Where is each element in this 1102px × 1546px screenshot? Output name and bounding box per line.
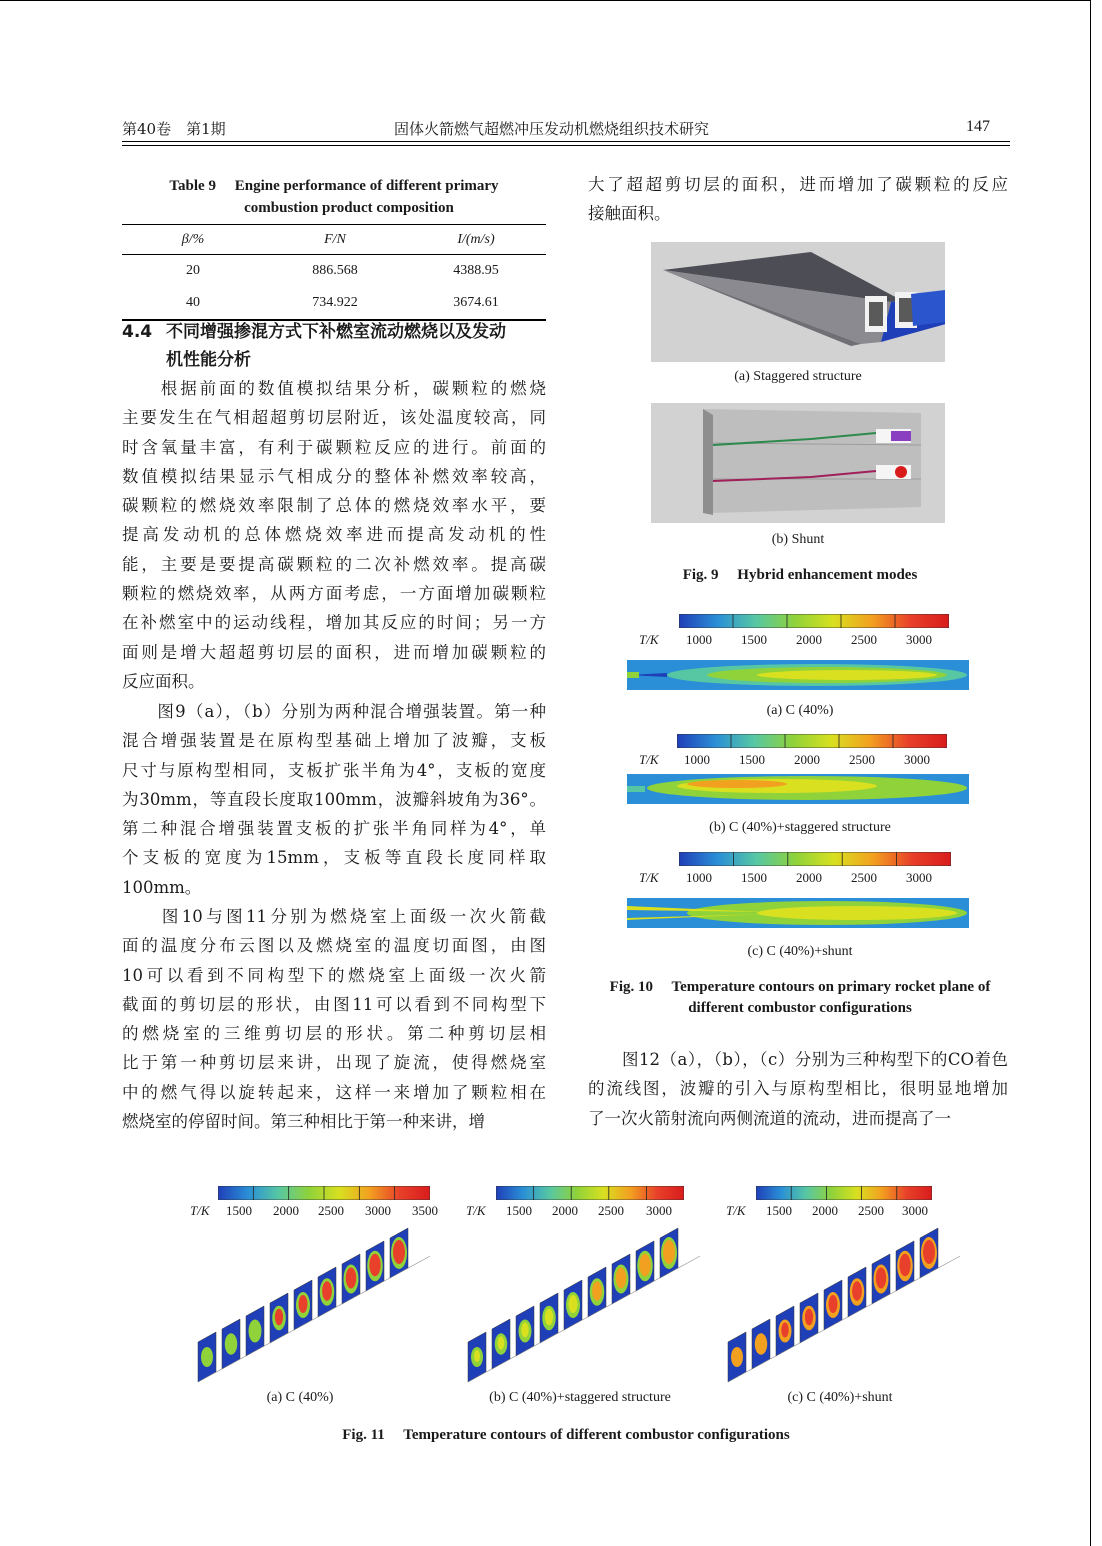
fig11b	[460, 1186, 720, 1386]
fig10b-axis-label: T/K	[639, 752, 659, 767]
section-title-1: 不同增强掺混方式下补燃室流动燃烧以及发动	[166, 322, 506, 342]
text-line: 图12（a），（b），（c）分别为三种构型下的CO着色	[588, 1050, 1008, 1069]
text-line: 的流线图，波瓣的引入与原构型相比，很明显地增加	[588, 1079, 1008, 1099]
text-line: 个支板的宽度为15mm，支板等直段长度同样取	[122, 848, 546, 868]
fig11-caption: Fig. 11 Temperature contours of different combustor configurations	[342, 1427, 790, 1443]
text-line: 反应面积。	[122, 671, 205, 691]
text-line: 燃烧室的停留时间。第三种相比于第一种来讲，增	[122, 1112, 485, 1132]
text-line: 混合增强装置是在原构型基础上增加了波瓣，支板	[122, 731, 546, 751]
fig11b-axis-label: T/K	[466, 1203, 486, 1218]
fig11c-tick: 1500	[766, 1203, 792, 1218]
text-line: 在补燃室中的运动线程，增加其反应的时间；另一方	[122, 613, 546, 633]
contour-slice	[390, 1228, 430, 1278]
fig10c-tick: 2500	[851, 870, 877, 885]
right-paragraph-bottom	[588, 1045, 1008, 1133]
fig10c-axis-label: T/K	[639, 870, 659, 885]
fig9a-label: (a) Staggered structure	[734, 369, 862, 384]
fig11a-label: (a) C (40%)	[266, 1390, 334, 1405]
fig10c-tick: 2000	[796, 870, 822, 885]
fig11c	[720, 1186, 980, 1386]
fig10b-label: (b) C (40%)+staggered structure	[709, 820, 891, 835]
crop-mark-right	[1090, 0, 1091, 1546]
fig10c-tick: 3000	[906, 870, 932, 885]
text-line: 面则是增大超超剪切层的面积，进而增加碳颗粒的	[122, 642, 546, 662]
table9-caption-1: Table 9 Engine performance of different primary	[169, 178, 499, 194]
fig10c-colorbar	[679, 852, 951, 866]
text-line: 碳颗粒的燃烧效率限制了总体的燃烧效率水平，要	[122, 496, 546, 516]
table-cell: 734.922	[312, 295, 358, 311]
fig11c-axis-label: T/K	[726, 1203, 746, 1218]
text-line: 为30mm，等直段长度取100mm，波瓣斜坡角为36°。	[122, 789, 546, 809]
fig10-caption-2: different combustor configurations	[688, 1000, 912, 1016]
left-paragraph-1	[122, 374, 546, 696]
fig10a-tick: 2500	[851, 632, 877, 647]
header-rule-2	[122, 145, 1010, 146]
contour-slice	[660, 1228, 700, 1278]
table-row	[122, 255, 546, 287]
fig9b-image	[651, 403, 945, 523]
fig11c-label: (c) C (40%)+shunt	[787, 1390, 893, 1405]
text-line: 颗粒的燃烧效率，从两方面考虑，一方面增加碳颗粒	[122, 584, 546, 604]
fig10a-tick: 1000	[686, 632, 712, 647]
fig10a-tick: 2000	[796, 632, 822, 647]
text-line: 根据前面的数值模拟结果分析，碳颗粒的燃烧	[122, 379, 546, 398]
text-line: 图9（a），（b）分别为两种混合增强装置。第一种	[122, 702, 546, 721]
table-cell: 4388.95	[453, 263, 499, 279]
fig9a-image	[651, 242, 945, 362]
header-volume: 第40卷 第1期	[122, 120, 226, 138]
fig9b-label: (b) Shunt	[771, 532, 825, 547]
text-line: 图10与图11分别为燃烧室上面级一次火箭截	[122, 907, 546, 926]
fig11a-colorbar	[218, 1186, 430, 1200]
fig10b-tick: 3000	[904, 752, 930, 767]
fig11b-tick: 3000	[646, 1203, 672, 1218]
fig10c-label: (c) C (40%)+shunt	[747, 944, 853, 959]
text-line: 中的燃气得以旋转起来，这样一来增加了颗粒相在	[122, 1082, 546, 1102]
fig11c-tick: 2500	[858, 1203, 884, 1218]
fig10b-tick: 2500	[849, 752, 875, 767]
text-line: 数值模拟结果显示气相成分的整体补燃效率较高，	[122, 466, 546, 486]
text-line: 截面的剪切层的形状，由图11可以看到不同构型下	[122, 994, 546, 1014]
text-line: 了一次火箭射流向两侧流道的流动，进而提高了一	[588, 1108, 951, 1128]
table9-header-row	[122, 225, 546, 255]
right-paragraph-top	[588, 170, 1008, 229]
fig10c-tick: 1500	[741, 870, 767, 885]
table-cell: 886.568	[312, 263, 358, 279]
fig11b-tick: 2000	[552, 1203, 578, 1218]
fig11a-slices	[190, 1222, 430, 1392]
fig11b-colorbar	[496, 1186, 684, 1200]
header-rule-1	[122, 141, 1010, 142]
text-line: 10可以看到不同构型下的燃烧室上面级一次火箭	[122, 965, 546, 985]
fig11c-tick: 2000	[812, 1203, 838, 1218]
text-line: 比于第一种剪切层来讲，出现了旋流，使得燃烧室	[122, 1053, 546, 1073]
fig11b-tick: 2500	[598, 1203, 624, 1218]
fig11b-slices	[460, 1222, 700, 1392]
fig10c-contour	[627, 898, 969, 928]
fig11b-tick: 1500	[506, 1203, 532, 1218]
table-cell: 3674.61	[453, 295, 499, 311]
header-title: 固体火箭燃气超燃冲压发动机燃烧组织技术研究	[394, 120, 710, 138]
section-number: 4.4	[122, 322, 153, 342]
fig10a-axis-label: T/K	[639, 632, 659, 647]
fig11a-axis-label: T/K	[190, 1203, 210, 1218]
table9-col-beta: β/%	[181, 231, 205, 247]
page-number: 147	[966, 118, 990, 135]
fig11a-tick: 2500	[318, 1203, 344, 1218]
fig11a-tick: 3000	[365, 1203, 391, 1218]
text-line: 大了超超剪切层的面积，进而增加了碳颗粒的反应	[588, 175, 1008, 194]
left-paragraph-2	[122, 697, 546, 902]
crop-mark-top	[0, 0, 1090, 1]
fig10b-tick: 1000	[684, 752, 710, 767]
fig10b-tick: 2000	[794, 752, 820, 767]
text-line: 接触面积。	[588, 204, 671, 224]
fig11a-tick: 3500	[412, 1203, 438, 1218]
text-line: 时含氧量丰富，有利于碳颗粒反应的进行。前面的	[122, 437, 546, 457]
fig11c-slices	[720, 1222, 960, 1392]
text-line: 提高发动机的总体燃烧效率进而提高发动机的性	[122, 525, 546, 545]
fig10b-contour	[627, 774, 969, 804]
text-line: 主要发生在气相超超剪切层附近，该处温度较高，同	[122, 408, 546, 428]
fig10b-colorbar	[677, 734, 947, 748]
text-line: 能，主要是要提高碳颗粒的二次补燃效率。提高碳	[122, 554, 546, 574]
contour-slice	[920, 1228, 960, 1278]
fig10c-tick: 1000	[686, 870, 712, 885]
fig9-caption: Fig. 9 Hybrid enhancement modes	[682, 567, 918, 583]
fig10b-tick: 1500	[739, 752, 765, 767]
table-row	[122, 287, 546, 319]
fig10a-tick: 1500	[741, 632, 767, 647]
table9-col-f: F/N	[324, 231, 346, 247]
table9-caption-2: combustion product composition	[244, 200, 454, 216]
table-cell: 40	[186, 295, 200, 311]
text-line: 的燃烧室的三维剪切层的形状。第二种剪切层相	[122, 1024, 546, 1044]
fig10a-label: (a) C (40%)	[766, 703, 834, 718]
text-line: 100mm。	[122, 877, 202, 897]
fig10a-tick: 3000	[906, 632, 932, 647]
left-paragraph-3	[122, 902, 546, 1136]
fig11a-tick: 1500	[226, 1203, 252, 1218]
fig11a-tick: 2000	[273, 1203, 299, 1218]
table9-col-i: I/(m/s)	[457, 231, 495, 247]
fig11c-tick: 3000	[902, 1203, 928, 1218]
fig10a-contour	[627, 660, 969, 690]
fig10a-colorbar	[679, 614, 949, 628]
fig11a	[190, 1186, 450, 1386]
fig10-caption-1: Fig. 10 Temperature contours on primary rocket plane of	[609, 979, 991, 995]
fig11b-label: (b) C (40%)+staggered structure	[489, 1390, 671, 1405]
text-line: 面的温度分布云图以及燃烧室的温度切面图，由图	[122, 936, 546, 956]
section-title-2: 机性能分析	[166, 350, 251, 370]
text-line: 第二种混合增强装置支板的扩张半角同样为4°，单	[122, 819, 546, 839]
table9	[122, 224, 546, 321]
fig11c-colorbar	[756, 1186, 932, 1200]
table-cell: 20	[186, 263, 200, 279]
text-line: 尺寸与原构型相同，支板扩张半角为4°，支板的宽度	[122, 760, 546, 780]
